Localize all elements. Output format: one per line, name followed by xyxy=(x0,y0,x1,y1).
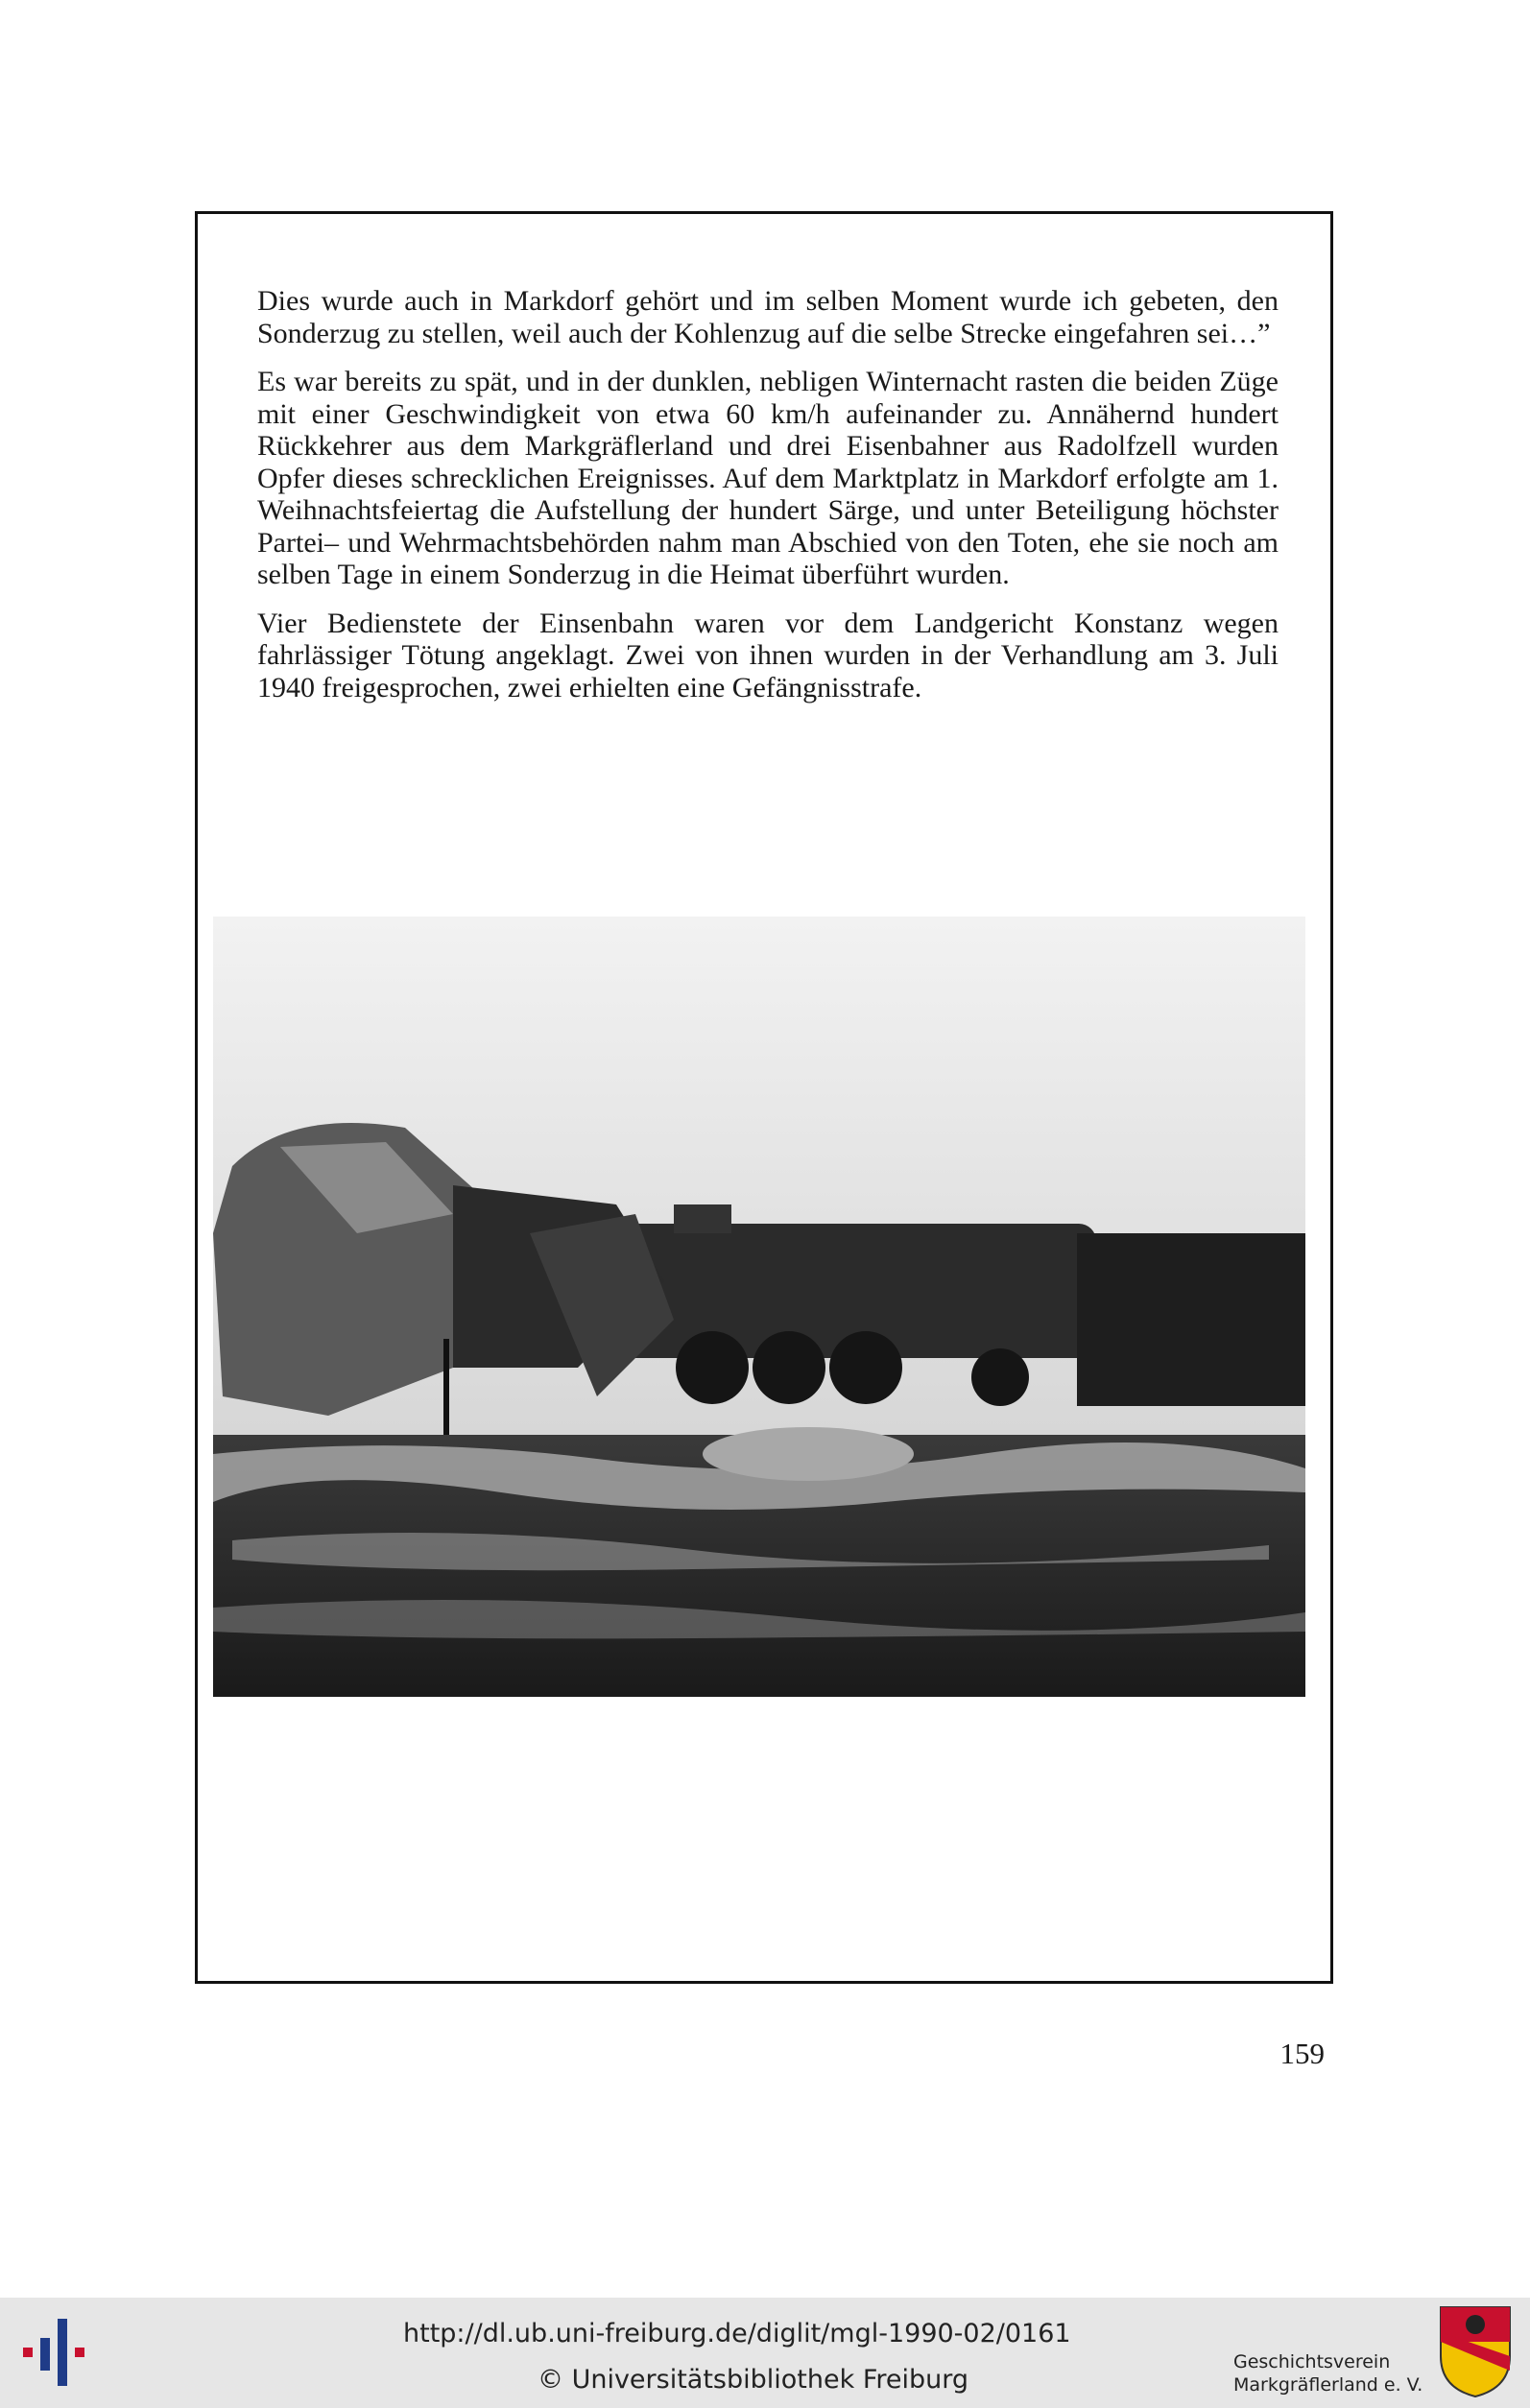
train-wreck-photo xyxy=(213,917,1305,1697)
society-line-2: Markgräflerland e. V. xyxy=(1233,2374,1423,2396)
paragraph-3: Vier Bedienstete der Einsenbahn waren vor dem Landgericht Konstanz wegen fahrlässiger Tötung angeklagt. Zwei von ihnen wurden in der Verhandlung am 3. Juli 1940 freigesprochen, zwei erhielten eine Gefängnisstrafe. xyxy=(257,607,1279,703)
page-number: 159 xyxy=(1279,2037,1325,2070)
coat-of-arms-icon[interactable] xyxy=(1437,2303,1514,2399)
society-line-1: Geschichtsverein xyxy=(1233,2351,1391,2372)
society-name xyxy=(1233,2350,1454,2396)
copyright-text: © Universitätsbibliothek Freiburg xyxy=(538,2365,969,2395)
paragraph-2: Es war bereits zu spät, und in der dunklen, nebligen Winternacht rasten die beiden Züge mit einer Geschwindigkeit von etwa 60 km/h aufeinander zu. Annähernd hundert Rückkehrer aus dem Markgräflerland und drei Eisenbahner aus Radolfzell wurden Opfer dieses schrecklichen Ereignisses. Auf dem Marktplatz in Markdorf erfolgte am 1. Weihnachtsfeiertag die Aufstellung der hundert Särge, und unter Beteiligung höchster Partei– und Wehrmachtsbehörden nahm man Abschied von den Toten, ehe sie noch am selben Tage in einem Sonderzug in die Heimat überführt wurden. xyxy=(257,366,1279,590)
article-text xyxy=(257,285,1279,720)
footer-bar xyxy=(0,2298,1530,2408)
paragraph-1: Dies wurde auch in Markdorf gehört und im selben Moment wurde ich gebeten, den Sonderzug zu stellen, weil auch der Kohlenzug auf die selbe Strecke eingefahren sei…” xyxy=(257,285,1279,349)
document-url-link[interactable]: http://dl.ub.uni-freiburg.de/diglit/mgl-1990-02/0161 xyxy=(403,2319,1071,2348)
ub-freiburg-logo-icon[interactable] xyxy=(23,2309,100,2396)
